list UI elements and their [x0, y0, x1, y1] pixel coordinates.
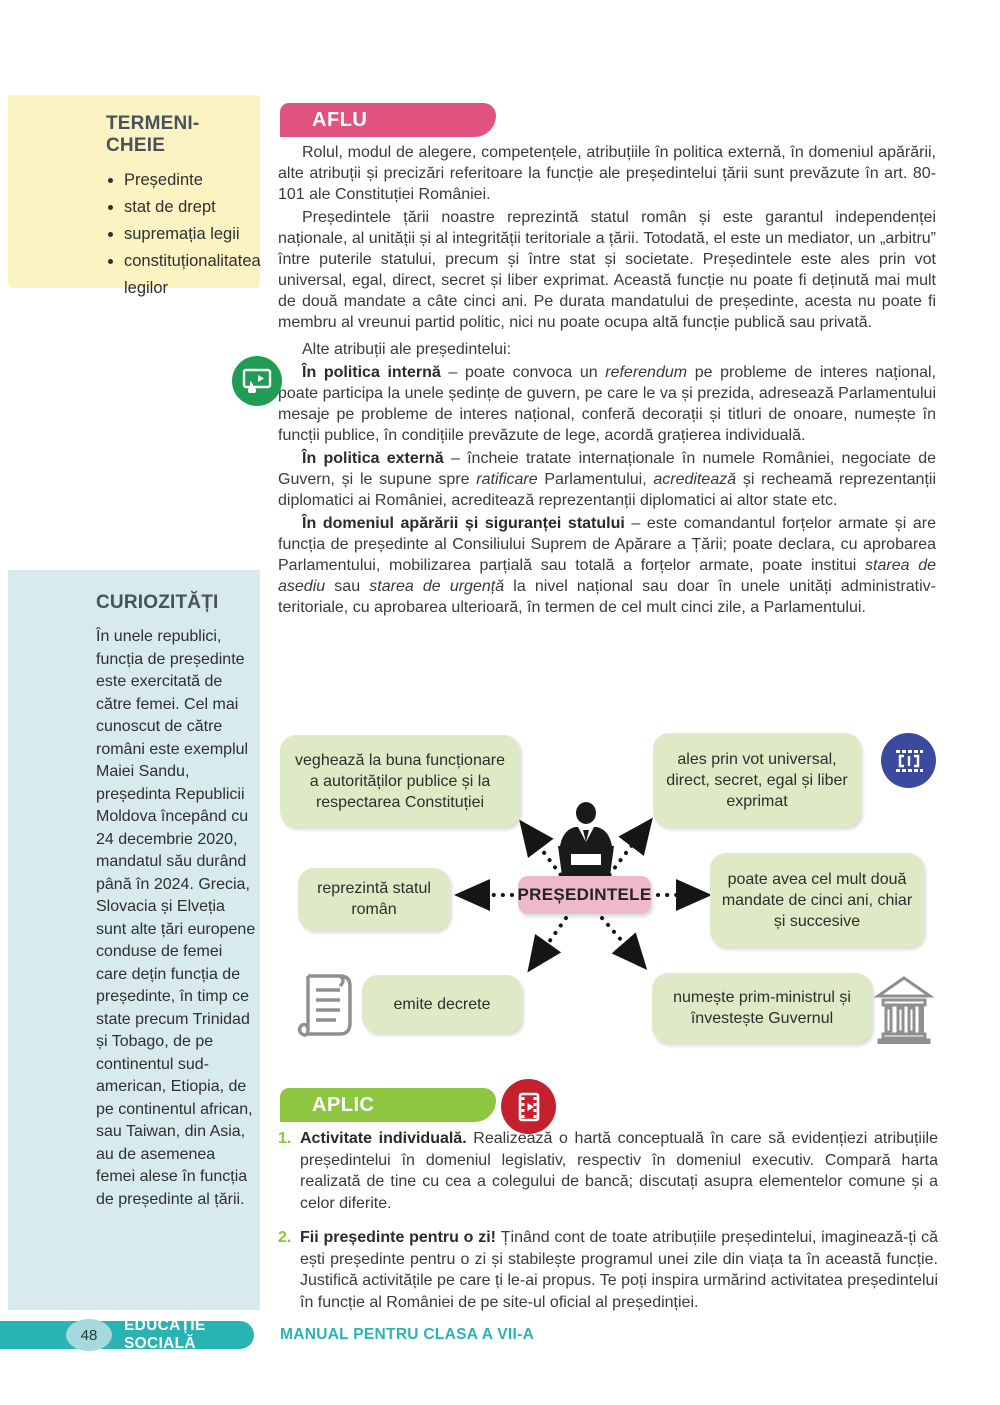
curiosities-title: CURIOZITĂȚI — [96, 592, 219, 613]
main-text-column — [278, 142, 936, 620]
aplic-label: APLIC — [312, 1094, 375, 1116]
screen-pointer-glyph — [240, 364, 274, 398]
video-film-glyph — [511, 1089, 547, 1125]
government-building-icon — [874, 974, 934, 1044]
key-terms-list — [106, 167, 261, 302]
key-terms-box — [8, 95, 261, 297]
subject-label: EDUCAȚIE SOCIALĂ — [124, 1317, 206, 1352]
exercise-text: Fii președinte pentru o zi! Ținând cont de toate atribuțiile președintelui, imaginează-ți că ești președinte pentru o zi și stabilește programul unei zile din viața ta în această funcție. Justifică activitățile pe care ți le-ai propus. Te poți inspira urmărind activitatea președintelui în funcție al României de pe site-ul oficial al președinției. — [300, 1229, 938, 1311]
exercise-2 — [278, 1227, 938, 1313]
key-term-item: • stat de drept — [124, 194, 250, 221]
film-frame-glyph — [891, 743, 927, 779]
key-term-item: • supremația legii — [124, 221, 250, 248]
exercise-number: 2. — [278, 1229, 292, 1246]
curiosities-box — [8, 570, 260, 1310]
president-concept-diagram — [270, 720, 950, 1070]
exercise-text: Activitate individuală. Realizează o hartă conceptuală în care să evidențiezi atribuțiile președintelui în domeniul legislativ, respectiv în domeniul executiv. Compară harta realizată de tine cu cea a colegului de bancă; discutați asupra elementelor comune și a celor diferite. — [300, 1130, 938, 1212]
paragraph-politica-interna: În politica internă – poate convoca un referendum pe probleme de interes național, poate participa la unele ședințe de guvern, pe care le va și prezida, adresează Parlamentului mesaje pe probleme de interes național, conferă decorații și titluri de onoare, numește în funcții publice, în condițiile prevăzute de lege, acordă grațierea individuală. — [278, 364, 936, 444]
node-veghere: veghează la buna funcționare a autorităților publice și la respectarea Constituției — [280, 735, 520, 827]
node-stat: reprezintă statul român — [298, 868, 450, 930]
exercise-1 — [278, 1128, 938, 1214]
node-vot: ales prin vot universal, direct, secret, egal și liber exprimat — [653, 733, 861, 827]
interactive-activity-icon[interactable] — [232, 356, 282, 406]
paragraph-presedintele: Președintele țării noastre reprezintă statul român și este garantul independenței naționale, al unității și al integrității teritoriale a țării. Totodată, el este un mediator, un „arbitru” între puterile statului, precum și între stat și societate. Președintele este ales prin vot universal, egal, direct, secret și liber exprimat. Această funcție nu poate fi deținută mai mult de două mandate a câte cinci ani. Pe durata mandatului de președinte, acesta nu poate fi membru al vreunui partid politic, nici nu poate ocupa altă funcție publică sau privată. — [278, 209, 936, 331]
exercise-list — [278, 1128, 938, 1326]
scroll-icon — [294, 968, 356, 1044]
page-number-badge: 48 — [66, 1319, 112, 1351]
aplic-banner — [280, 1088, 496, 1122]
video-film-icon[interactable] — [501, 1079, 556, 1134]
president-center-box: PREȘEDINTELE — [518, 876, 651, 914]
film-frame-icon — [881, 733, 936, 788]
node-mandate: poate avea cel mult două mandate de cinci ani, chiar și succesive — [710, 853, 924, 947]
paragraph-politica-externa: În politica externă – încheie tratate internaționale în numele României, negociate de Guvern, și le supune spre ratificare Parlamentului, acreditează și recheamă reprezentanții diplomatici ai României, acreditează reprezentanții diplomatici ai altor state etc. — [278, 450, 937, 509]
aflu-label: AFLU — [312, 109, 368, 131]
paragraph-rolul: Rolul, modul de alegere, competențele, atribuțiile în politica externă, în domeniul apărării, alte atribuții și precizări referitoare la funcție ale președintelui țării sunt prevăzute în art. 80-101 ale Constituției României. — [278, 144, 936, 203]
exercise-number: 1. — [278, 1130, 292, 1147]
paragraph-aparare: În domeniul apărării și siguranței statului – este comandantul forțelor armate și are funcția de președinte al Consiliului Suprem de Apărare a Țării; poate declara, cu aprobarea Parlamentului, mobilizarea parțială sau totală a forțelor armate, poate institui starea de asediu sau starea de urgență la nivel național sau doar în unele unități administrativ-teritoriale, cu aprobarea ulterioară, în termen de cel mult cinci zile, a Parlamentului. — [278, 515, 937, 616]
key-term-item: • Președinte — [124, 167, 250, 194]
footer-bar — [0, 1317, 254, 1352]
manual-label: MANUAL PENTRU CLASA A VII-A — [280, 1326, 535, 1343]
node-guvern: numește prim-ministrul și învestește Guvernul — [652, 973, 872, 1043]
aflu-banner — [280, 103, 496, 137]
paragraph-alte-atributii: Alte atribuții ale președintelui: — [302, 341, 512, 358]
node-decrete: emite decrete — [362, 975, 522, 1033]
curiosities-text: În unele republici, funcția de președinte este exercitată de către femei. Cel mai cunoscut de către români este exemplul Maiei Sandu, președinta Republicii Moldova începând cu 24 decembrie 2020, mandatul său durând până în 2024. Grecia, Slovacia și Elveția sunt alte țări europene conduse de femei care dețin funcția de președinte, în timp ce state precum Trinidad și Tobago, de pe continentul sud-american, Etiopia, de pe continentul african, sau Taiwan, din Asia, au de asemenea femei alese în funcția de președinte al țării. — [96, 628, 256, 1208]
key-terms-title: TERMENI-CHEIE — [106, 113, 200, 156]
key-term-item: • constituționalitatea legilor — [124, 248, 250, 302]
